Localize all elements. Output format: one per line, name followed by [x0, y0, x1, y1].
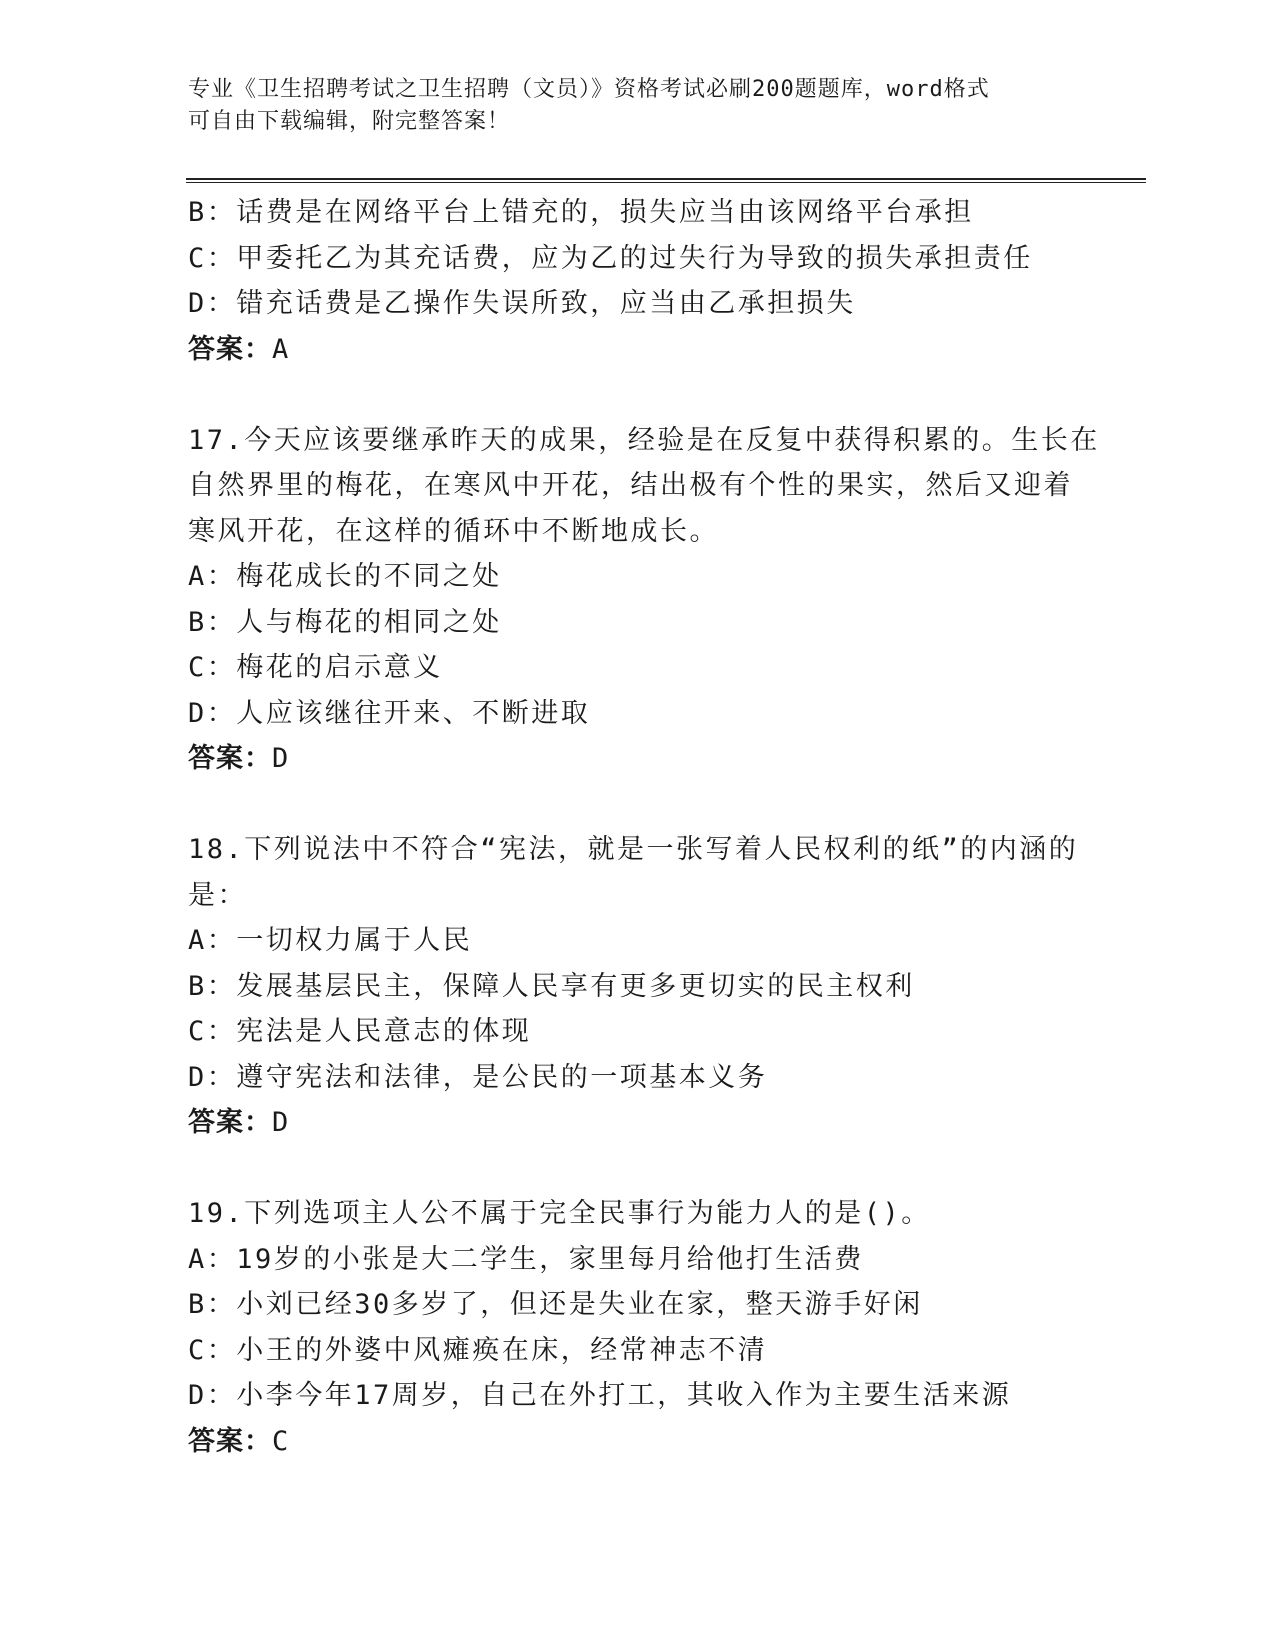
option-c: C：宪法是人民意志的体现 [188, 1016, 532, 1047]
option-c: C：甲委托乙为其充话费，应为乙的过失行为导致的损失承担责任 [188, 242, 1033, 274]
option-d: D：错充话费是乙操作失误所致，应当由乙承担损失 [188, 288, 856, 319]
answer-label: 答案： [188, 333, 272, 365]
header-line-1: 专业《卫生招聘考试之卫生招聘（文员）》资格考试必刷200题题库，word格式 [188, 77, 990, 102]
option-b: B：人与梅花的相同之处 [188, 606, 502, 638]
question-17 [188, 418, 1100, 782]
answer-label: 答案： [188, 1107, 272, 1138]
answer-line [188, 1419, 1088, 1465]
question-text-line: 19.下列选项主人公不属于完全民事行为能力人的是()。 [188, 1198, 931, 1229]
answer-line [188, 736, 1088, 782]
answer-line [188, 1100, 1088, 1146]
question-text-line: 自然界里的梅花，在寒风中开花，结出极有个性的果实，然后又迎着 [188, 470, 1073, 501]
answer-label: 答案： [188, 743, 272, 774]
option-c: C：梅花的启示意义 [188, 652, 443, 683]
option-b: B：发展基层民主，保障人民享有更多更切实的民主权利 [188, 970, 915, 1002]
question-text-line: 寒风开花，在这样的循环中不断地成长。 [188, 515, 719, 547]
header-divider-thick [186, 178, 1146, 180]
option-a: A：19岁的小张是大二学生，家里每月给他打生活费 [188, 1243, 864, 1275]
option-a: A：梅花成长的不同之处 [188, 561, 502, 592]
previous-question-block [188, 190, 1088, 372]
question-text-line: 17.今天应该要继承昨天的成果，经验是在反复中获得积累的。生长在 [188, 424, 1100, 456]
option-b: B：话费是在网络平台上错充的，损失应当由该网络平台承担 [188, 197, 974, 228]
answer-line [188, 327, 1088, 373]
question-text-line: 是： [188, 879, 247, 911]
header-line-2: 可自由下载编辑，附完整答案！ [188, 109, 511, 134]
question-18 [188, 827, 1088, 1146]
answer-value: A [272, 333, 290, 365]
option-d: D：小李今年17周岁，自己在外打工，其收入作为主要生活来源 [188, 1380, 1012, 1411]
answer-value: C [272, 1425, 290, 1457]
question-19 [188, 1191, 1088, 1464]
question-text-line: 18.下列说法中不符合“宪法，就是一张写着人民权利的纸”的内涵的 [188, 834, 1079, 865]
option-a: A：一切权力属于人民 [188, 925, 473, 956]
option-d: D：遵守宪法和法律，是公民的一项基本义务 [188, 1061, 768, 1093]
answer-value: D [272, 1107, 290, 1138]
answer-label: 答案： [188, 1425, 272, 1457]
header-divider-thin [186, 182, 1146, 183]
answer-value: D [272, 743, 290, 774]
option-d: D：人应该继往开来、不断进取 [188, 697, 591, 729]
document-header [188, 74, 1088, 138]
document-body [188, 190, 1100, 1464]
option-b: B：小刘已经30多岁了，但还是失业在家，整天游手好闲 [188, 1289, 923, 1320]
option-c: C：小王的外婆中风瘫痪在床，经常神志不清 [188, 1334, 768, 1366]
